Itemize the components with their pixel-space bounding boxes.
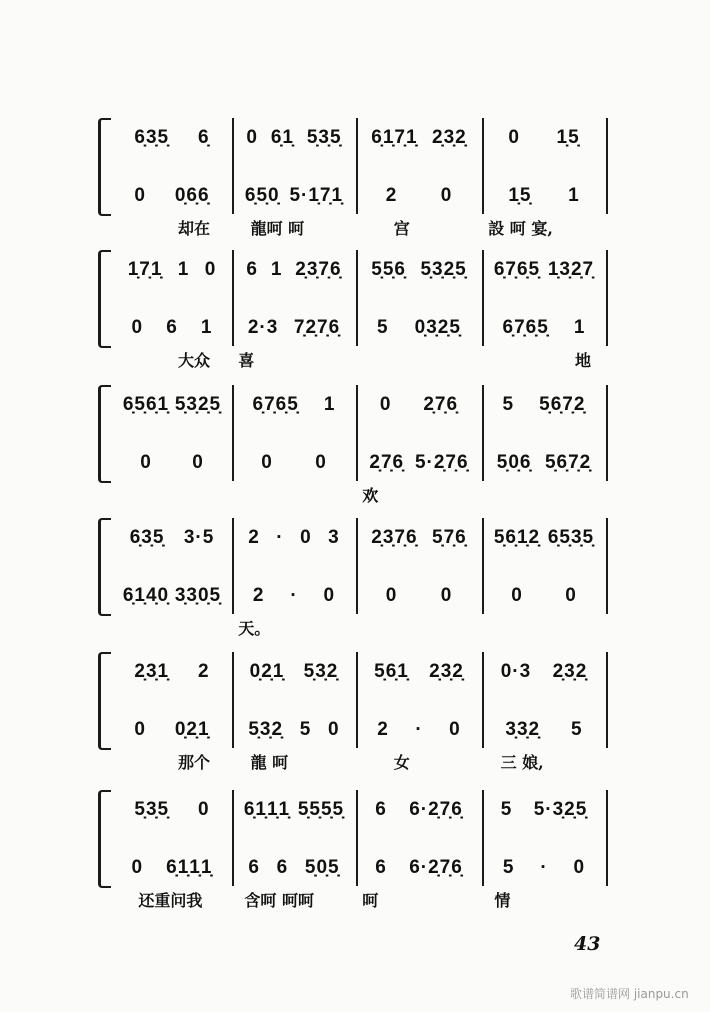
note-group: 5̣7̣6̣ bbox=[432, 527, 467, 548]
note-group: 1̣7̣1̣ bbox=[127, 259, 163, 280]
note-group: 6̣7̣6̣5̣ bbox=[502, 317, 549, 338]
measure bbox=[490, 308, 598, 348]
note-group: 0 bbox=[300, 527, 312, 548]
note-group: 2 bbox=[248, 527, 260, 548]
note-group: 1 bbox=[568, 185, 580, 206]
barline bbox=[232, 518, 234, 614]
lyric-text: 女 bbox=[393, 753, 410, 772]
note-group: 6̣5̣3̣5̣ bbox=[547, 527, 595, 548]
lyric-text: 天。 bbox=[238, 619, 271, 638]
note-group: 6̣5̣6̣1̣ bbox=[122, 394, 170, 415]
lower-voice-row bbox=[0, 443, 710, 483]
note-group: 6̣3̣5̣ bbox=[134, 127, 170, 148]
note-group: 6̣1̣1̣1̣ bbox=[243, 799, 291, 820]
note-group: 1 bbox=[573, 317, 586, 338]
measure bbox=[240, 518, 348, 558]
note-group: 2̣3̣2̣ bbox=[552, 661, 588, 682]
note-group: 5̣0̣6̣ bbox=[496, 452, 532, 473]
barline bbox=[482, 790, 484, 886]
barline bbox=[356, 250, 358, 346]
note-group: 0̣6̣6̣ bbox=[174, 185, 210, 206]
lyric-text: 宫 bbox=[393, 219, 410, 238]
measure bbox=[120, 308, 224, 348]
measure bbox=[364, 790, 474, 830]
note-group: 5 bbox=[500, 799, 513, 820]
barline bbox=[232, 250, 234, 346]
lyrics-line bbox=[0, 483, 710, 507]
note-group: 0 bbox=[134, 185, 146, 206]
measure bbox=[490, 652, 598, 692]
note-group: 6 bbox=[375, 799, 387, 820]
barline bbox=[606, 250, 608, 346]
upper-voice-row bbox=[0, 518, 710, 558]
lyrics-line bbox=[0, 750, 710, 774]
note-group: 0 bbox=[197, 799, 210, 820]
note-group: 5 bbox=[502, 857, 515, 878]
stave-system bbox=[0, 652, 710, 772]
note-group: 6·2̣7̣6̣ bbox=[409, 857, 463, 878]
measure bbox=[120, 385, 224, 425]
note-group: 0 bbox=[261, 452, 273, 473]
measure bbox=[490, 443, 598, 483]
measure bbox=[364, 443, 474, 483]
note-group: 1̣5̣ bbox=[508, 185, 532, 206]
note-group: 2̣3̣2̣ bbox=[429, 661, 464, 682]
note-group: 0 bbox=[449, 719, 461, 740]
note-group: 5̣6̣1̣2̣ bbox=[493, 527, 541, 548]
note-group: 6̣1̣7̣1̣ bbox=[371, 127, 418, 148]
note-group: 6 bbox=[375, 857, 387, 878]
note-group: 6·2̣7̣6̣ bbox=[409, 799, 463, 820]
lyric-text: 三 娘, bbox=[500, 753, 544, 772]
note-group: 6̣7̣6̣5̣ bbox=[252, 394, 299, 415]
measure bbox=[240, 250, 348, 290]
measure bbox=[490, 848, 598, 888]
note-group: 5·1̣7̣1̣ bbox=[289, 185, 344, 206]
note-group: 3̣3̣0̣5̣ bbox=[174, 585, 222, 606]
measure bbox=[364, 250, 474, 290]
measure bbox=[364, 848, 474, 888]
measure bbox=[240, 118, 348, 158]
barline bbox=[482, 518, 484, 614]
note-group: 6̣5̣0̣ bbox=[244, 185, 280, 206]
note-group: 5 bbox=[377, 317, 389, 338]
barline bbox=[356, 790, 358, 886]
barline bbox=[356, 385, 358, 481]
note-group: 5·3̣2̣5̣ bbox=[533, 799, 588, 820]
note-group: 1 bbox=[177, 259, 190, 280]
lyric-text: 大众 bbox=[178, 351, 211, 370]
note-group: 6̣3̣5̣ bbox=[129, 527, 165, 548]
lyric-text: 还重问我 bbox=[138, 891, 203, 910]
note-group: 5̣3̣5̣ bbox=[306, 127, 342, 148]
note-group: 6̣1̣4̣0̣ bbox=[122, 585, 170, 606]
note-group: 5̣3̣2̣ bbox=[303, 661, 339, 682]
note-group: 0·3 bbox=[500, 661, 532, 682]
note-group: 0 bbox=[315, 452, 327, 473]
barline bbox=[606, 385, 608, 481]
lyrics-line bbox=[0, 616, 710, 640]
note-group: 0 bbox=[131, 857, 144, 878]
note-group: 5 bbox=[299, 719, 312, 740]
measure bbox=[364, 576, 474, 616]
measure bbox=[364, 652, 474, 692]
measure bbox=[240, 443, 348, 483]
measure bbox=[490, 576, 598, 616]
lower-voice-row bbox=[0, 176, 710, 216]
upper-voice-row bbox=[0, 652, 710, 692]
note-group: 1 bbox=[200, 317, 213, 338]
measure bbox=[240, 385, 348, 425]
note-group: · bbox=[540, 857, 548, 878]
measure bbox=[120, 176, 224, 216]
note-group: · bbox=[276, 527, 284, 548]
measure bbox=[240, 576, 348, 616]
lyric-text: 呵 bbox=[362, 891, 379, 910]
measure bbox=[120, 518, 224, 558]
note-group: 0̣3̣2̣5̣ bbox=[414, 317, 461, 338]
note-group: 5̣5̣5̣5̣ bbox=[297, 799, 345, 820]
barline bbox=[482, 385, 484, 481]
note-group: 2̣3̣2̣ bbox=[432, 127, 467, 148]
note-group: 3 bbox=[328, 527, 340, 548]
note-group: 6̣1̣1̣1̣ bbox=[166, 857, 213, 878]
note-group: 0 bbox=[192, 452, 204, 473]
note-group: 2̣3̣7̣6̣ bbox=[371, 527, 418, 548]
note-group: 2 bbox=[252, 585, 265, 606]
note-group: 0 bbox=[134, 719, 146, 740]
note-group: 5̣0̣5̣ bbox=[304, 857, 340, 878]
barline bbox=[482, 118, 484, 214]
note-group: 2̣7̣6̣ bbox=[369, 452, 405, 473]
lyrics-line bbox=[0, 888, 710, 912]
note-group: 7̣2̣7̣6̣ bbox=[293, 317, 341, 338]
measure bbox=[120, 443, 224, 483]
note-group: 0 bbox=[511, 585, 523, 606]
watermark: 歌谱简谱网 jianpu.cn bbox=[570, 987, 689, 1001]
lower-voice-row bbox=[0, 710, 710, 750]
note-group: 5̣5̣6̣ bbox=[371, 259, 406, 280]
measure bbox=[120, 576, 224, 616]
note-group: 5̣6̣7̣2̣ bbox=[544, 452, 592, 473]
note-group: 0 bbox=[440, 185, 453, 206]
measure bbox=[490, 790, 598, 830]
barline bbox=[356, 518, 358, 614]
lyric-text: 地 bbox=[575, 351, 592, 370]
lyric-text: 情 bbox=[494, 891, 511, 910]
lower-voice-row bbox=[0, 848, 710, 888]
note-group: 0 bbox=[323, 585, 336, 606]
stave-system bbox=[0, 118, 710, 238]
measure bbox=[364, 710, 474, 750]
measure bbox=[120, 118, 224, 158]
note-group: 1 bbox=[270, 259, 283, 280]
note-group: 5 bbox=[502, 394, 515, 415]
note-group: 0 bbox=[440, 585, 453, 606]
note-group: 6 bbox=[246, 259, 258, 280]
lyrics-line bbox=[0, 216, 710, 240]
measure bbox=[364, 176, 474, 216]
barline bbox=[232, 385, 234, 481]
lyric-text: 那个 bbox=[178, 753, 211, 772]
barline bbox=[606, 652, 608, 748]
note-group: 5̣3̣5̣ bbox=[134, 799, 170, 820]
note-group: 1̣3̣2̣7̣ bbox=[547, 259, 595, 280]
note-group: · bbox=[290, 585, 298, 606]
measure bbox=[240, 790, 348, 830]
note-group: 3̣3̣2̣ bbox=[505, 719, 541, 740]
note-group: 0 bbox=[246, 127, 258, 148]
measure bbox=[364, 308, 474, 348]
measure bbox=[490, 118, 598, 158]
note-group: 6 bbox=[276, 857, 289, 878]
measure bbox=[364, 385, 474, 425]
note-group: 0 bbox=[131, 317, 144, 338]
note-group: 0 bbox=[379, 394, 392, 415]
note-group: 5̣6̣7̣2̣ bbox=[539, 394, 586, 415]
note-group: 1 bbox=[323, 394, 336, 415]
measure bbox=[240, 176, 348, 216]
barline bbox=[356, 118, 358, 214]
note-group: 0 bbox=[385, 585, 398, 606]
note-group: 2·3 bbox=[247, 317, 279, 338]
note-group: 5 bbox=[570, 719, 583, 740]
note-group: 0 bbox=[140, 452, 152, 473]
barline bbox=[606, 518, 608, 614]
barline bbox=[606, 118, 608, 214]
note-group: 1̣5̣ bbox=[556, 127, 580, 148]
note-group: 6̣7̣6̣5̣ bbox=[493, 259, 541, 280]
note-group: 0 bbox=[508, 127, 520, 148]
note-group: 6̣1̣ bbox=[270, 127, 294, 148]
barline bbox=[606, 790, 608, 886]
measure bbox=[240, 710, 348, 750]
measure bbox=[240, 308, 348, 348]
measure bbox=[490, 518, 598, 558]
lyric-text: 設 呵 宴, bbox=[488, 219, 553, 238]
upper-voice-row bbox=[0, 118, 710, 158]
measure bbox=[120, 790, 224, 830]
stave-system bbox=[0, 790, 710, 910]
lyric-text: 欢 bbox=[362, 486, 379, 505]
note-group: 5̣6̣1̣ bbox=[374, 661, 409, 682]
measure bbox=[120, 652, 224, 692]
barline bbox=[482, 250, 484, 346]
note-group: 5̣3̣2̣ bbox=[248, 719, 284, 740]
measure bbox=[490, 250, 598, 290]
note-group: 5̣3̣2̣5̣ bbox=[420, 259, 467, 280]
note-group: 0̣2̣1̣ bbox=[174, 719, 210, 740]
note-group: 2 bbox=[197, 661, 210, 682]
note-group: 2 bbox=[385, 185, 398, 206]
note-group: 6 bbox=[166, 317, 178, 338]
note-group: 0 bbox=[204, 259, 217, 280]
note-group: · bbox=[415, 719, 423, 740]
measure bbox=[120, 710, 224, 750]
lyric-text: 却在 bbox=[178, 219, 211, 238]
note-group: 6 bbox=[248, 857, 260, 878]
note-group: 2̣7̣6̣ bbox=[423, 394, 459, 415]
upper-voice-row bbox=[0, 250, 710, 290]
barline bbox=[356, 652, 358, 748]
upper-voice-row bbox=[0, 385, 710, 425]
stave-system bbox=[0, 250, 710, 370]
note-group: 0 bbox=[328, 719, 340, 740]
measure bbox=[240, 652, 348, 692]
note-group: 2̣3̣1̣ bbox=[134, 661, 170, 682]
note-group: 2̣3̣7̣6̣ bbox=[295, 259, 342, 280]
lower-voice-row bbox=[0, 308, 710, 348]
lyric-text: 龍 呵 bbox=[250, 753, 289, 772]
lyric-text: 龍呵 呵 bbox=[250, 219, 305, 238]
measure bbox=[364, 518, 474, 558]
lyrics-line bbox=[0, 348, 710, 372]
barline bbox=[232, 118, 234, 214]
measure bbox=[364, 118, 474, 158]
measure bbox=[240, 848, 348, 888]
lower-voice-row bbox=[0, 576, 710, 616]
measure bbox=[120, 848, 224, 888]
note-group: 0 bbox=[565, 585, 577, 606]
measure bbox=[490, 176, 598, 216]
lyric-text: 含呵 呵呵 bbox=[244, 891, 314, 910]
note-group: 6̣ bbox=[197, 127, 210, 148]
barline bbox=[482, 652, 484, 748]
stave-system bbox=[0, 518, 710, 638]
lyric-text: 喜 bbox=[238, 351, 255, 370]
page-number: 43 bbox=[574, 933, 601, 955]
upper-voice-row bbox=[0, 790, 710, 830]
note-group: 2 bbox=[377, 719, 389, 740]
note-group: 5·2̣7̣6̣ bbox=[414, 452, 469, 473]
note-group: 0 bbox=[573, 857, 586, 878]
note-group: 5̣3̣2̣5̣ bbox=[174, 394, 222, 415]
note-group: 3·5 bbox=[183, 527, 215, 548]
note-group: 0̣2̣1̣ bbox=[249, 661, 285, 682]
barline bbox=[232, 790, 234, 886]
measure bbox=[490, 385, 598, 425]
barline bbox=[232, 652, 234, 748]
measure bbox=[120, 250, 224, 290]
measure bbox=[490, 710, 598, 750]
stave-system bbox=[0, 385, 710, 505]
